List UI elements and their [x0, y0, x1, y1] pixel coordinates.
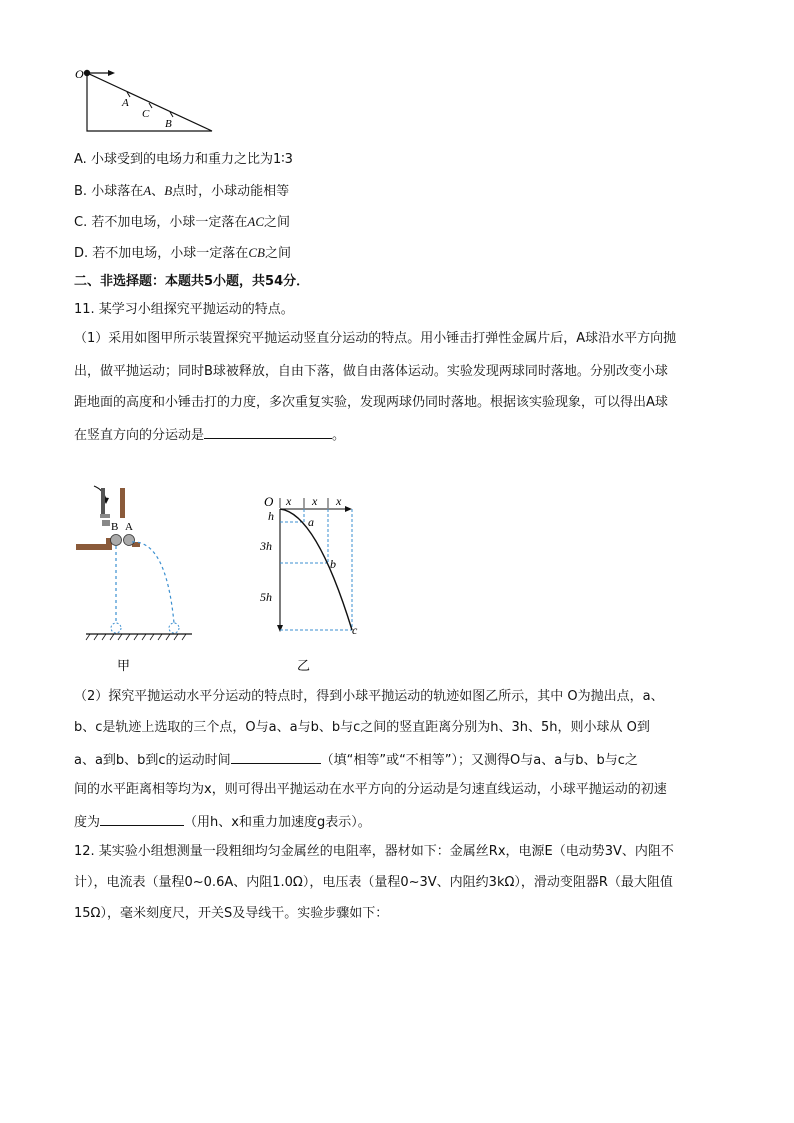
label-h: h — [268, 509, 274, 523]
answer-blank-1[interactable] — [204, 425, 332, 439]
label-x2: x — [312, 494, 318, 508]
label-3h: 3h — [260, 539, 272, 553]
option-text: 若不加电场，小球一定落在 — [91, 215, 248, 230]
ball — [84, 70, 90, 76]
label-a: a — [308, 515, 314, 529]
q11-p2-line4: 间的水平距离相等均为x，则可得出平抛运动在水平方向的分运动是匀速直线运动，小球平抛运动的初速 — [74, 782, 667, 797]
answer-blank-3[interactable] — [100, 812, 184, 826]
option-letter: A. — [74, 152, 87, 167]
option-letter: D. — [74, 246, 89, 261]
a-trajectory — [132, 542, 174, 623]
figure-yi — [256, 488, 366, 673]
label-ball-a: A — [125, 521, 133, 533]
q11-p2-line3: a、a到b、b到c的运动时间 （填“相等”或“不相等”）；又测得O与a、a与b、b与c之 — [74, 750, 638, 770]
option-a — [74, 151, 293, 169]
label-a: A — [122, 97, 129, 109]
platform — [76, 544, 110, 550]
q12-line3: 15Ω），毫米刻度尺，开关S及导线干。实验步骤如下： — [74, 906, 389, 921]
tick-c — [149, 103, 152, 108]
section-heading: 二、非选择题：本题共5小题，共54分． — [74, 274, 310, 289]
label-c: C — [142, 108, 150, 120]
option-text: 小球落在 — [91, 184, 144, 199]
label-ball-b: B — [111, 521, 119, 533]
incline-figure — [70, 62, 220, 137]
hammer-handle — [101, 488, 105, 514]
y-arrow-icon — [277, 625, 283, 632]
q11-stem: 11. 某学习小组探究平抛运动的特点。 — [74, 302, 294, 317]
label-x1: x — [286, 494, 292, 508]
q11-p2-line2: b、c是轨迹上选取的三个点，O与a、a与b、b与c之间的竖直距离分别为h、3h、5h，则小球从 O到 — [74, 720, 650, 735]
q11-p1-line3: 距地面的高度和小锤击打的力度，多次重复实验，发现两球仍同时落地。根据该实验现象，可以得出A球 — [74, 395, 668, 410]
q11-p2-line1: （2）探究平抛运动水平分运动的特点时，得到小球平抛运动的轨迹如图乙所示，其中 O为抛出点，a、 — [74, 689, 664, 704]
q12-line2: 计），电流表（量程0~0.6A、内阻1.0Ω），电压表（量程0~3V、内阻约3kΩ），滑动变阻器R（最大阻值 — [74, 875, 673, 890]
option-b: B. 小球落在A、B点时，小球动能相等 — [74, 183, 290, 199]
option-text: 若不加电场，小球一定落在 — [92, 246, 249, 261]
caption-jia: 甲 — [117, 658, 131, 673]
arrow-head-icon — [108, 70, 115, 76]
label-5h: 5h — [260, 590, 272, 604]
label-c: c — [352, 623, 358, 637]
metal-strip — [120, 488, 125, 518]
q11-p2-line5: 度为 （用h、x和重力加速度g表示）。 — [74, 812, 371, 832]
label-b: b — [330, 557, 336, 571]
option-text: 小球受到的电场力和重力之比为1∶3 — [90, 152, 293, 167]
q11-p1-line1: （1）采用如图甲所示装置探究平抛运动竖直分运动的特点。用小锤击打弹性金属片后，A球沿水平方向抛 — [74, 331, 677, 346]
label-x3: x — [336, 494, 342, 508]
x-arrow-icon — [345, 506, 352, 512]
option-letter: B. — [74, 184, 88, 199]
label-o: O — [75, 67, 84, 81]
option-letter: C. — [74, 215, 88, 230]
q11-p1-line2: 出，做平抛运动；同时B球被释放，自由下落，做自由落体运动。实验发现两球同时落地。分别改变小球 — [74, 364, 668, 379]
q11-p1-line4: 在竖直方向的分运动是 。 — [74, 425, 345, 445]
trajectory-curve — [280, 509, 352, 630]
incline-triangle — [87, 73, 212, 131]
option-d: D. 若不加电场，小球一定落在CB之间 — [74, 245, 291, 261]
q12-line1: 12. 某实验小组想测量一段粗细均匀金属丝的电阻率，器材如下：金属丝Rx，电源E（电动势3V、内阻不 — [74, 844, 674, 859]
caption-yi: 乙 — [297, 658, 311, 673]
ball-b — [111, 535, 122, 546]
ball-a — [124, 535, 135, 546]
option-c: C. 若不加电场，小球一定落在AC之间 — [74, 214, 291, 230]
answer-blank-2[interactable] — [231, 750, 321, 764]
label-b: B — [165, 118, 172, 130]
figure-jia — [74, 478, 204, 678]
label-o: O — [264, 494, 274, 509]
